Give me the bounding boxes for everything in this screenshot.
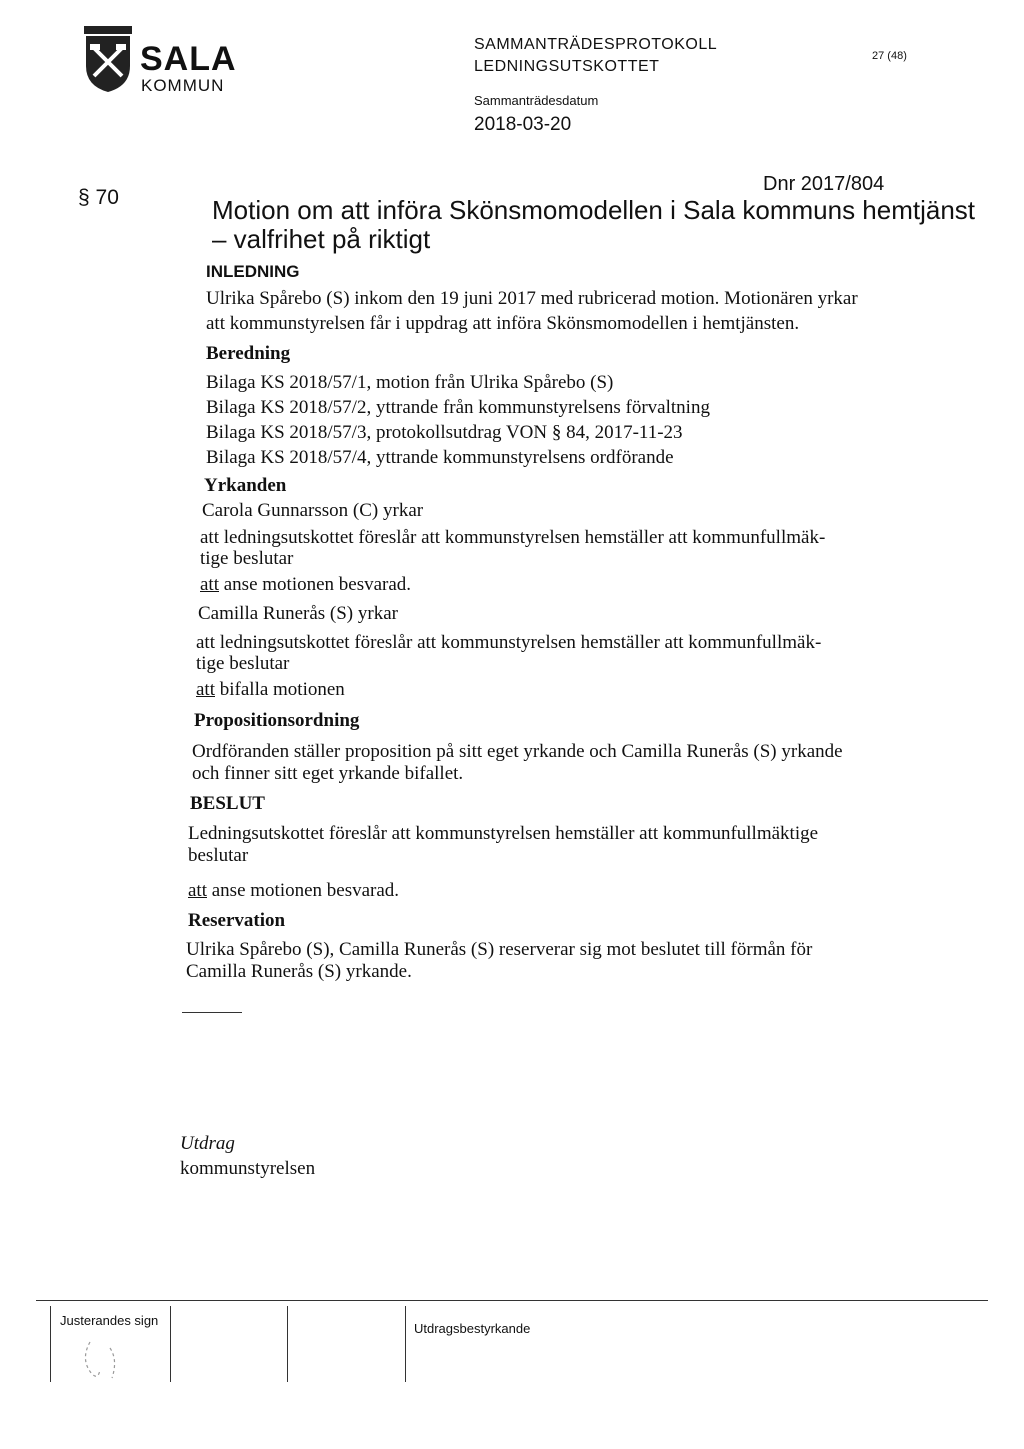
- beredning-line: Bilaga KS 2018/57/4, yttrande kommunstyrelsens ordförande: [206, 447, 674, 468]
- yrkande-proposal: [196, 679, 345, 701]
- beslut-line: Ledningsutskottet föreslår att kommunstyrelsen hemställer att kommunfullmäktige: [188, 823, 819, 844]
- sign-label: Justerandes sign: [60, 1313, 159, 1328]
- beredning-line: Bilaga KS 2018/57/1, motion från Ulrika Spårebo (S): [206, 372, 614, 393]
- yrkande-intro: Camilla Runerås (S) yrkar: [198, 603, 398, 624]
- yrkande-text: att ledningsutskottet föreslår att kommunstyrelsen hemställer att kommunfullmäk-: [200, 527, 826, 548]
- yrkande-text: tige beslutar: [196, 653, 290, 674]
- yrkande-text: att ledningsutskottet föreslår att kommunstyrelsen hemställer att kommunfullmäk-: [196, 632, 822, 653]
- divider: [182, 1012, 242, 1013]
- beslut-line: beslutar: [188, 845, 249, 866]
- heading-inledning: INLEDNING: [206, 262, 300, 281]
- document-type: SAMMANTRÄDESPROTOKOLL: [474, 36, 718, 53]
- yrkande-intro: Carola Gunnarsson (C) yrkar: [202, 500, 424, 521]
- att-marker: att: [188, 880, 207, 901]
- brand-name: SALA: [140, 40, 237, 78]
- footer-box-edge: [287, 1306, 288, 1382]
- heading-propositionsordning: Propositionsordning: [194, 710, 360, 731]
- inledning-line: Ulrika Spårebo (S) inkom den 19 juni 2017 med rubricerad motion. Motionären yrkar: [206, 288, 858, 309]
- proposal-text: anse motionen besvarad.: [207, 880, 400, 901]
- att-marker: att: [200, 574, 219, 595]
- brand-subtitle: KOMMUN: [141, 76, 225, 95]
- diary-number: Dnr 2017/804: [763, 173, 885, 195]
- att-marker: att: [196, 679, 215, 700]
- heading-reservation: Reservation: [188, 910, 286, 931]
- signature-scribble: [70, 1330, 150, 1390]
- sala-coat-of-arms-icon: [82, 26, 134, 92]
- heading-yrkanden: Yrkanden: [204, 475, 287, 496]
- organ-name: LEDNINGSUTSKOTTET: [474, 58, 660, 75]
- footer-top-rule: [36, 1300, 988, 1301]
- proposition-line: och finner sitt eget yrkande bifallet.: [192, 763, 464, 784]
- beredning-line: Bilaga KS 2018/57/2, yttrande från kommunstyrelsens förvaltning: [206, 397, 710, 418]
- proposal-text: anse motionen besvarad.: [219, 574, 412, 595]
- heading-beredning: Beredning: [206, 343, 291, 364]
- paragraph-title-line1: Motion om att införa Skönsmomodellen i Sala kommuns hemtjänst: [212, 195, 976, 225]
- yrkande-proposal: [200, 574, 411, 596]
- utdrag-label: Utdrag: [180, 1133, 235, 1154]
- paragraph-title-line2: – valfrihet på riktigt: [212, 224, 431, 254]
- inledning-line: att kommunstyrelsen får i uppdrag att införa Skönsmomodellen i hemtjänsten.: [206, 313, 800, 334]
- extract-label: Utdragsbestyrkande: [414, 1321, 531, 1336]
- footer-box-edge: [170, 1306, 171, 1382]
- yrkande-text: tige beslutar: [200, 548, 294, 569]
- utdrag-recipient: kommunstyrelsen: [180, 1158, 316, 1179]
- date-label: Sammanträdesdatum: [474, 93, 599, 108]
- heading-beslut: BESLUT: [190, 793, 265, 814]
- footer-box-edge: [50, 1306, 51, 1382]
- proposition-line: Ordföranden ställer proposition på sitt eget yrkande och Camilla Runerås (S) yrkande: [192, 741, 843, 762]
- page-number: 27 (48): [872, 50, 907, 62]
- meeting-date: 2018-03-20: [474, 114, 572, 135]
- beslut-proposal: [188, 880, 399, 902]
- proposal-text: bifalla motionen: [215, 679, 345, 700]
- beredning-line: Bilaga KS 2018/57/3, protokollsutdrag VON § 84, 2017-11-23: [206, 422, 683, 443]
- reservation-line: Ulrika Spårebo (S), Camilla Runerås (S) reserverar sig mot beslutet till förmån för: [186, 939, 813, 960]
- reservation-line: Camilla Runerås (S) yrkande.: [186, 961, 412, 982]
- footer-box-edge: [405, 1306, 406, 1382]
- paragraph-number: § 70: [78, 186, 119, 209]
